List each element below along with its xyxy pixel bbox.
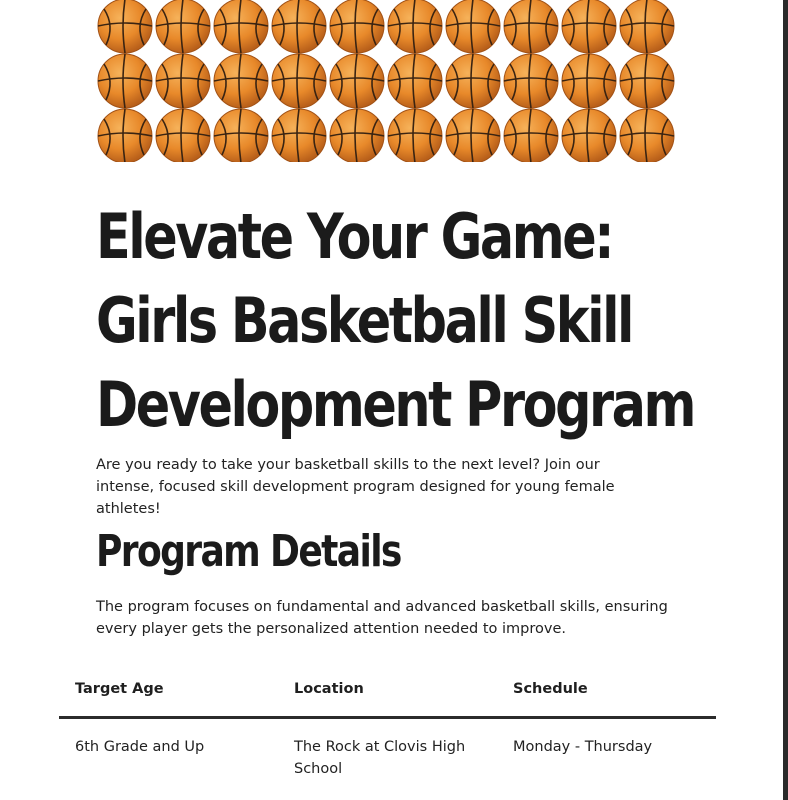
basketball-icon [214,54,268,108]
basketball-icon [446,109,500,162]
basketball-icon [214,109,268,162]
basketball-icon [504,54,558,108]
basketball-icon [562,0,616,53]
basketball-icon [272,54,326,108]
basketball-icon [620,0,674,53]
basketball-icon [330,0,384,53]
page-edge [783,0,788,800]
basketball-icon [620,54,674,108]
basketball-icon [98,54,152,108]
program-table [59,676,716,780]
basketball-icon [504,109,558,162]
basketball-icon [156,109,210,162]
basketball-icon [388,54,442,108]
header-location: Location [294,681,364,697]
basketball-icon [156,54,210,108]
basketball-icon [156,0,210,53]
cell-location: The Rock at Clovis High School [294,739,466,777]
basketball-icon [504,0,558,53]
basketball-banner [96,0,680,162]
header-schedule: Schedule [513,681,588,697]
program-details-paragraph: The program focuses on fundamental and advanced basketball skills, ensuring every player gets the personalized attention needed to improve. [96,599,668,637]
basketball-icon [272,0,326,53]
basketball-icon [98,0,152,53]
intro-paragraph: Are you ready to take your basketball skills to the next level? Join our intense, focused skill development program designed for young female athletes! [96,457,615,517]
basketball-icon [98,109,152,162]
basketball-icon [330,109,384,162]
basketball-icon [388,109,442,162]
basketball-pattern [96,0,680,162]
table-row [59,719,716,780]
basketball-icon [620,109,674,162]
basketball-icon [388,0,442,53]
section-heading-program-details: Program Details [96,526,401,577]
basketball-icon [214,0,268,53]
cell-target-age: 6th Grade and Up [75,739,205,755]
basketball-icon [446,0,500,53]
basketball-icon [446,54,500,108]
basketball-icon [562,54,616,108]
page-title: Elevate Your Game: Girls Basketball Skill Development Program [96,200,694,441]
header-target-age: Target Age [75,681,164,697]
cell-schedule: Monday - Thursday [513,739,653,755]
table-header-row [59,676,716,712]
basketball-icon [562,109,616,162]
basketball-icon [330,54,384,108]
basketball-icon [272,109,326,162]
